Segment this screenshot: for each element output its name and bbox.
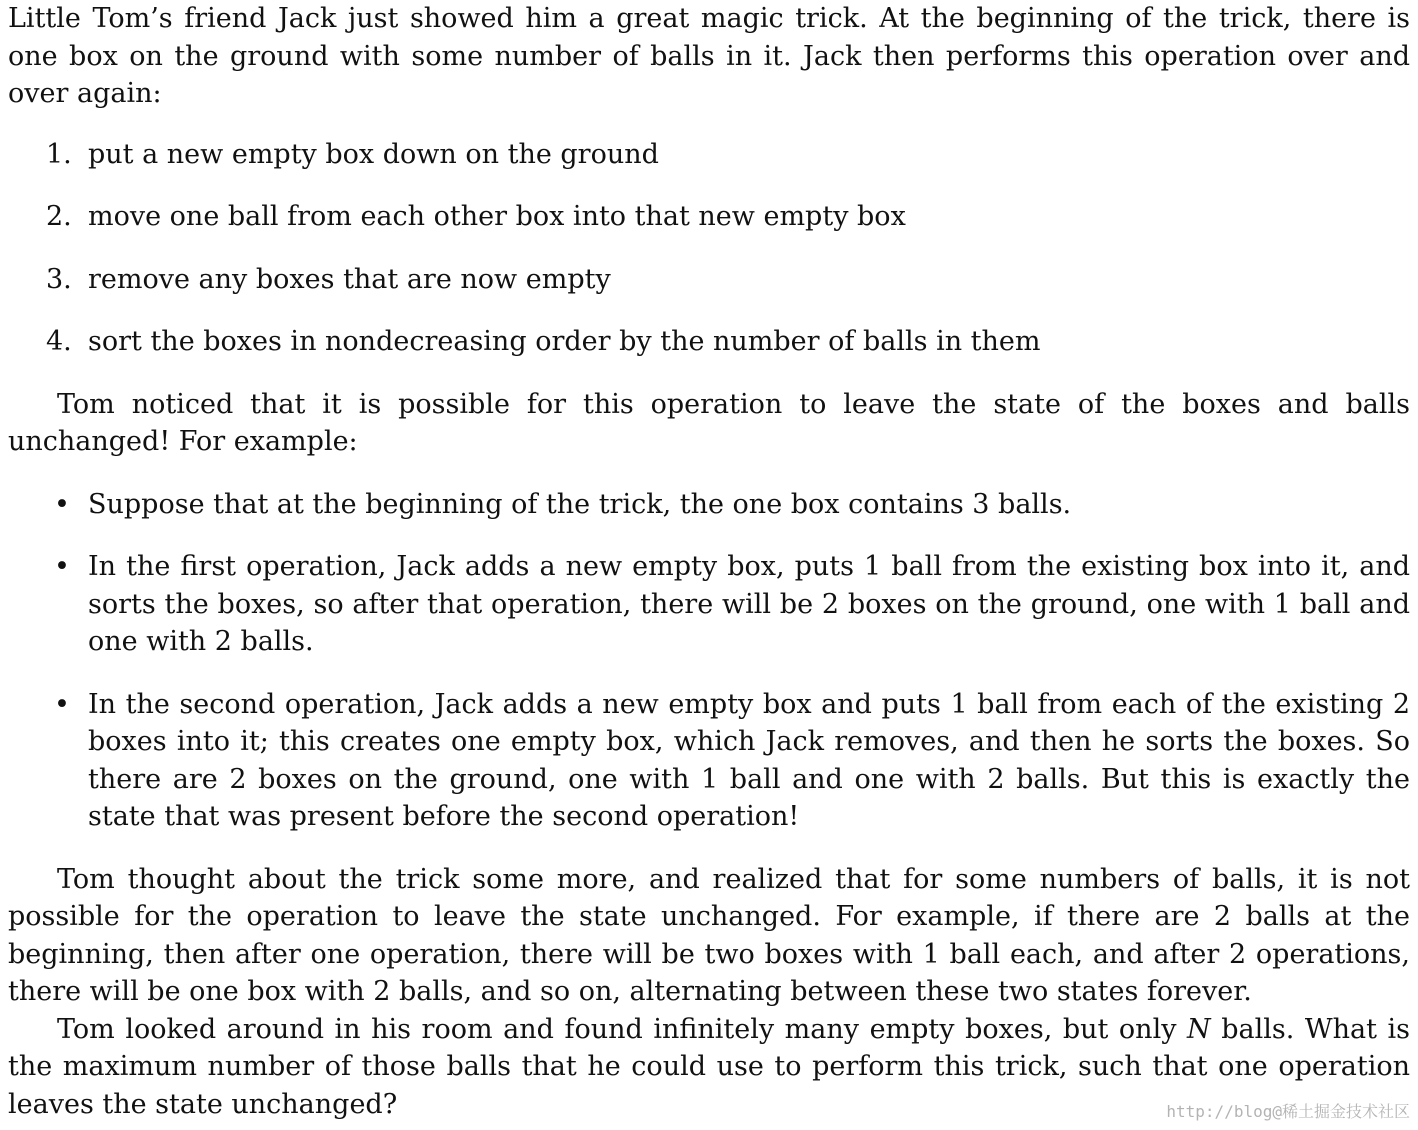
- tom-thought-paragraph: Tom thought about the trick some more, and realized that for some numbers of balls, it is not possible for the operation to leave the state unchanged. For example, if there are 2 balls at the beginning, then after one operation, there will be two boxes with 1 ball each, and after 2 operations, there will be one box with 2 balls, and so on, alternating between these two states forever.: [8, 863, 1410, 1007]
- spacer: [8, 461, 1410, 486]
- step-text: move one ball from each other box into that new empty box: [88, 201, 906, 232]
- step-text: sort the boxes in nondecreasing order by the number of balls in them: [88, 326, 1041, 357]
- examples-list: [8, 486, 1410, 836]
- example-text: In the second operation, Jack adds a new empty box and puts 1 ball from each of the existing 2 boxes into it; this creates one empty box, which Jack removes, and then he sorts the boxes. So there are 2 boxes on the ground, one with 1 ball and one with 2 balls. But this is exactly the state that was present before the second operation!: [88, 688, 1410, 832]
- step-number: 1.: [46, 138, 72, 170]
- spacer: [8, 836, 1410, 861]
- list-item: [8, 323, 1410, 361]
- list-item: [8, 261, 1410, 299]
- step-text: put a new empty box down on the ground: [88, 138, 659, 170]
- example-text: In the first operation, Jack adds a new empty box, puts 1 ball from the existing box into it, and sorts the boxes, so after that operation, there will be 2 boxes on the ground, one with 1 ball and one with 2 balls.: [88, 551, 1410, 657]
- bullet-icon: •: [54, 688, 70, 720]
- list-item: [8, 486, 1410, 524]
- step-text: remove any boxes that are now empty: [88, 263, 611, 295]
- bullet-icon: •: [54, 488, 70, 520]
- step-number: 3.: [46, 263, 72, 295]
- tom-noticed-paragraph: Tom noticed that it is possible for this operation to leave the state of the boxes and balls unchanged! For example:: [8, 388, 1410, 457]
- example-text: Suppose that at the beginning of the trick, the one box contains 3 balls.: [88, 488, 1072, 520]
- question-text-before: Tom looked around in his room and found infinitely many empty boxes, but only: [57, 1013, 1188, 1045]
- watermark: http://blog@稀土掘金技术社区: [1166, 1102, 1410, 1121]
- operation-steps-list: [8, 136, 1410, 361]
- step-number: 4.: [46, 326, 72, 357]
- list-item: [8, 686, 1410, 836]
- list-item: [8, 136, 1410, 174]
- list-item: [8, 198, 1410, 236]
- spacer: [8, 113, 1410, 136]
- intro-paragraph: Little Tom’s friend Jack just showed him a great magic trick. At the beginning of the trick, there is one box on the ground with some number of balls in it. Jack then performs this operation over and over again:: [8, 3, 1410, 109]
- bullet-icon: •: [54, 551, 70, 582]
- spacer: [8, 361, 1410, 386]
- question-text-after: balls. What is the maximum number of those balls that he could use to perform this trick, such that one operation leaves the state unchanged?: [8, 1013, 1410, 1120]
- step-number: 2.: [46, 201, 72, 232]
- variable-n: N: [1187, 1013, 1211, 1045]
- problem-statement: [8, 0, 1410, 1123]
- list-item: [8, 548, 1410, 661]
